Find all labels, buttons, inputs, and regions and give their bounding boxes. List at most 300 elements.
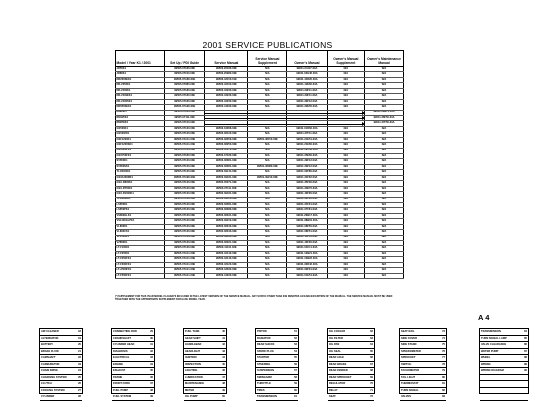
table-cell: 99505-07080-03E <box>164 83 204 88</box>
index-entry-page: 46 <box>222 369 225 372</box>
table-cell: 99501-36150-03E <box>248 137 287 142</box>
table-cell: N/A <box>327 241 364 246</box>
arrow-line <box>328 118 364 119</box>
table-cell: TL1000SK1 <box>116 170 165 175</box>
index-entry-page: 81 <box>442 382 445 385</box>
table-cell: 99500-42140-03E <box>205 257 248 262</box>
table-cell <box>248 121 287 126</box>
table-cell: 99500-36080-03E <box>205 208 248 213</box>
table-cell: 99011-21E60-03A <box>287 143 327 148</box>
table-cell: 99505-07A11-03E <box>164 137 204 142</box>
table-cell: GSX750FK1 <box>116 154 165 159</box>
table-cell: 99500-37180-03E <box>205 154 248 159</box>
index-entry-page: 71 <box>370 388 373 392</box>
table-cell: GSX600FK1 <box>116 148 165 153</box>
arrow-line <box>287 113 326 114</box>
index-entry-page: 18 <box>78 330 81 333</box>
table-cell: N/A <box>365 208 404 213</box>
table-cell: GSX-R1000K1 <box>116 192 165 197</box>
index-entry-page: 60 <box>294 388 297 392</box>
table-cell: 99011-29F11-03A <box>287 88 327 93</box>
table-cell: 99011-29F12-03A <box>287 159 327 164</box>
index-entry <box>184 394 226 401</box>
table-cell: N/A <box>248 72 287 77</box>
table-cell: N/A <box>327 164 364 169</box>
index-entry-page: 84 <box>524 330 527 333</box>
index-entry-page: 78 <box>442 362 445 366</box>
index-entry-label: REAR FENDER <box>329 369 348 372</box>
index-entry-page: 80 <box>442 375 445 379</box>
table-cell: 99011-35E60-03A <box>287 154 327 159</box>
arrow-line <box>248 124 286 125</box>
index-column <box>183 328 227 398</box>
index-entry-page: 85 <box>524 336 527 340</box>
table-cell: DR-Z400K1 <box>116 88 165 93</box>
table-cell: N/A <box>365 268 404 273</box>
table-cell: N/A <box>248 246 287 251</box>
index-entry-label: TIRES <box>257 388 265 392</box>
index-entry-label: MAINTENANCE <box>185 382 205 385</box>
index-entry-page: 48 <box>222 382 225 385</box>
table-cell: 99500-42120-03E <box>205 262 248 267</box>
table-cell: N/A <box>248 273 287 278</box>
table-cell: N/A <box>365 88 404 93</box>
table-cell: N/A <box>365 67 404 72</box>
index-entry-label: CAMSHAFT <box>41 356 56 359</box>
table-cell: 99505-07130-03E <box>164 230 204 235</box>
table-cell: 99500-42230-03E <box>205 94 248 99</box>
index-entry-label: THERMOSTAT <box>401 382 419 385</box>
index-entry-label: EXHAUST <box>113 369 126 372</box>
index-entry-label: WIRING DIAGRAM <box>481 369 504 372</box>
table-cell: GS500K1 <box>116 126 165 131</box>
table-cell: N/A <box>327 83 364 88</box>
index-entry-label: STARTER <box>257 356 270 359</box>
index-entry-label: REGULATOR <box>329 382 346 385</box>
table-cell: 99500-42230-03E <box>205 88 248 93</box>
table-cell: N/A <box>327 219 364 224</box>
index-entry-page: 76 <box>442 349 445 353</box>
table-cell: 99500-36081-03E <box>205 159 248 164</box>
col-header-maintenance-manual: Owner's Maintenance Manual <box>365 51 404 67</box>
index-entry-label: TRANSMISSION <box>257 395 277 398</box>
index-entry <box>256 394 298 401</box>
arrow-line <box>287 124 326 125</box>
index-entry-label: IGNITION <box>185 356 197 359</box>
table-cell: 99500-36040-03E <box>205 230 248 235</box>
table-cell: DR650SEK1 <box>116 105 165 110</box>
index-entry-label: CYLINDER <box>41 395 55 398</box>
table-cell: 99011-02H46-03A <box>287 72 327 77</box>
table-cell: N/A <box>248 67 287 72</box>
table-cell: N/A <box>327 137 364 142</box>
table-cell: N/A <box>327 67 364 72</box>
index-entry-page: 22 <box>78 356 81 359</box>
table-cell: N/A <box>327 88 364 93</box>
table-cell: 99011-09F01-03A <box>287 268 327 273</box>
table-cell: 99500-39120-03E <box>205 197 248 202</box>
table-cell: N/A <box>248 159 287 164</box>
index-entry-page: 29 <box>150 330 153 333</box>
table-cell: 99505-07A11-03E <box>164 268 204 273</box>
index-entry-label: RADIATOR <box>257 336 271 340</box>
table-cell: N/A <box>248 132 287 137</box>
table-cell: 99500-43032-03E <box>205 268 248 273</box>
table-cell: N/A <box>327 72 364 77</box>
index-entry-page: 88 <box>524 356 527 359</box>
table-cell: 99505-07130-03E <box>164 213 204 218</box>
table-cell: N/A <box>365 170 404 175</box>
table-cell: N/A <box>248 268 287 273</box>
col-header-service-supplement: Service Manual Supplement <box>248 51 287 67</box>
table-cell: 99500-36021-03E <box>205 241 248 246</box>
table-cell: 99011-01E51-03A <box>287 273 327 278</box>
table-cell: 99500-39152-03E <box>205 219 248 224</box>
table-cell: 99011-32E50-03A <box>287 105 327 110</box>
table-cell: N/A <box>327 99 364 104</box>
table-cell: N/A <box>327 246 364 251</box>
table-cell: N/A <box>327 208 364 213</box>
index-entry-label: TURN SIGNAL LAMP <box>481 336 507 340</box>
table-cell: N/A <box>365 251 404 256</box>
table-cell: 99011-01D62-03A <box>287 126 327 131</box>
table-cell: TL1000RK1 <box>116 197 165 202</box>
table-cell: N/A <box>365 175 404 180</box>
table-cell: N/A <box>365 219 404 224</box>
index-entry-label: STEERING <box>257 362 271 366</box>
table-cell: N/A <box>365 230 404 235</box>
table-cell: N/A <box>248 208 287 213</box>
index-entry-label: CONNECTING ROD <box>113 330 137 333</box>
index-entry-label: ELECTRICAL <box>113 356 130 359</box>
index-entry-page: 33 <box>150 356 153 359</box>
table-cell: 99011-02B70-03A <box>365 110 404 115</box>
table-cell: N/A <box>327 230 364 235</box>
table-cell: 99500-36250-03E <box>205 143 248 148</box>
index-entry-label: LIGHTING <box>185 369 198 372</box>
table-cell: N/A <box>365 99 404 104</box>
index-entry-page: 24 <box>78 369 81 372</box>
table-cell: N/A <box>327 77 364 82</box>
index-entry <box>480 394 528 401</box>
table-cell: VL1500K1 <box>116 235 165 240</box>
index-entry-page: 38 <box>150 388 153 392</box>
index-entry-label: INSPECTION <box>185 362 201 366</box>
arrow-line <box>205 113 247 114</box>
index-entry-label: ALTERNATOR <box>41 336 59 340</box>
table-cell: 99501-36080-03E <box>248 164 287 169</box>
table-cell: N/A <box>248 181 287 186</box>
index-entry-page: 39 <box>150 395 153 398</box>
index-entry-label: REAR SPROCKET <box>329 375 352 379</box>
table-cell: N/A <box>248 202 287 207</box>
table-cell: 99011-10F53-03A <box>287 235 327 240</box>
table-cell: N/A <box>365 213 404 218</box>
table-cell: 99011-02F60-03A <box>287 197 327 202</box>
table-cell: N/A <box>248 219 287 224</box>
table-cell: 99505-07180-03E <box>164 99 204 104</box>
table-cell: GS500FK1 <box>116 132 165 137</box>
arrow-line <box>328 113 364 114</box>
table-cell: N/A <box>248 186 287 191</box>
index-entry-label: SWINGARM <box>257 375 272 379</box>
index-entry-page: 56 <box>294 362 297 366</box>
index-entry-page: 47 <box>222 375 225 379</box>
index-entry-page: 45 <box>222 362 225 366</box>
table-cell: 99011-10B22-03A <box>287 257 327 262</box>
index-entry-page: 73 <box>442 330 445 333</box>
table-cell: N/A <box>327 126 364 131</box>
index-entry-label: SEAT RAIL <box>401 330 415 333</box>
index-entry-page: 86 <box>524 343 527 346</box>
publications-table <box>115 50 404 279</box>
table-cell: 99505-07130-03E <box>164 219 204 224</box>
table-cell <box>327 121 364 126</box>
index-entry-page: 28 <box>78 395 81 398</box>
index-entry-label: PISTON <box>257 330 267 333</box>
table-cell: RM125K1 <box>116 115 165 120</box>
col-header-service-manual: Service Manual <box>205 51 248 67</box>
index-entry <box>328 394 374 401</box>
table-cell: 99505-07180-03E <box>164 154 204 159</box>
index-column <box>111 328 155 398</box>
index-entry-label: OIL PUMP <box>185 395 198 398</box>
table-header-row <box>116 51 404 67</box>
table-cell: 99500-39144-03E <box>205 170 248 175</box>
index-entry <box>40 394 82 401</box>
table-cell: LT-A500FK1 <box>116 268 165 273</box>
table-cell: JR80K1 <box>116 72 165 77</box>
index-entry-page: 87 <box>524 349 527 353</box>
table-cell: N/A <box>248 257 287 262</box>
table-cell: 99505-07111-03E <box>164 115 204 120</box>
index-entry-page: 25 <box>78 375 81 379</box>
table-cell: N/A <box>365 94 404 99</box>
index-entry-page: 74 <box>442 336 445 340</box>
table-cell: 99505-07A11-03E <box>164 273 204 278</box>
table-cell: 99505-07A60-03E <box>164 77 204 82</box>
table-cell: 99505-07130-03E <box>164 186 204 191</box>
table-cell: N/A <box>365 154 404 159</box>
table-cell: N/A <box>248 88 287 93</box>
index-entry-label: CYLINDER HEAD <box>113 343 135 346</box>
table-cell: DR-Z250K1 <box>116 83 165 88</box>
table-cell: 99011-33E70-03A <box>287 186 327 191</box>
index-entry-label: FUEL TANK <box>185 330 200 333</box>
table-cell: N/A <box>248 235 287 240</box>
index-entry-page: 75 <box>442 343 445 346</box>
table-cell: GSX1300RK1 <box>116 175 165 180</box>
table-cell: LT-F300FK1 <box>116 262 165 267</box>
table-cell: RM250K1 <box>116 121 165 126</box>
table-cell: N/A <box>365 148 404 153</box>
table-body <box>116 67 404 279</box>
index-entry-page: 31 <box>150 343 153 346</box>
index-entry-label: THROTTLE <box>257 382 271 385</box>
table-cell: 99505-07130-03E <box>164 132 204 137</box>
table-cell: N/A <box>248 241 287 246</box>
index-entry-page: 53 <box>294 343 297 346</box>
table-cell: 99011-04417-03A <box>287 67 327 72</box>
index-entry-page: 70 <box>370 382 373 385</box>
table-cell: 99505-07130-03E <box>164 202 204 207</box>
footnote: (*) SUPPLEMENT FOR THIS YEAR MODEL IS ALWAYS INCLUDED IN THE LATEST VERSION OF THE SERVICE MANUAL. ANY SUFFIX OTHER THAN 03E DENOTES AN EARLIER EDITION OF THE MANUAL. THE SERVICE MANUAL MUST BE USED TOGETHER WITH THE APPROPRIATE SUPPLEMENT FOR EACH MODEL YEAR. <box>115 295 393 302</box>
table-cell: N/A <box>365 143 404 148</box>
page-title: 2001 SERVICE PUBLICATIONS <box>202 40 333 50</box>
index-entry-label: WHEEL <box>481 356 491 359</box>
table-cell: N/A <box>327 105 364 110</box>
table-cell: N/A <box>365 137 404 142</box>
table-cell: N/A <box>248 148 287 153</box>
index-entry-page: 20 <box>78 343 81 346</box>
index-column <box>399 328 447 398</box>
index-entry-label: VALVE CLEARANCE <box>481 343 507 346</box>
index-entry-label: DIAGNOSIS <box>113 349 128 353</box>
arrow-line <box>205 124 247 125</box>
table-cell: 99500-42230-03E <box>205 99 248 104</box>
table-cell: 99505-07130-03E <box>164 126 204 131</box>
table-cell: LT-F500FK1 <box>116 273 165 278</box>
table-cell: 99011-40F30-03A <box>287 241 327 246</box>
index-entry-label: TURN SIGNAL <box>401 388 419 392</box>
table-cell: 99505-07A11-03E <box>164 251 204 256</box>
table-cell: 99505-07130-03E <box>164 164 204 169</box>
table-cell: N/A <box>248 99 287 104</box>
table-cell: 99500-42150-01E <box>205 77 248 82</box>
index-entry-label: FUEL PUMP <box>113 388 128 392</box>
table-cell: SV650SK1 <box>116 164 165 169</box>
table-cell: 99011-21E51-03A <box>287 137 327 142</box>
index-entry-label: SPEEDOMETER <box>401 349 421 353</box>
table-cell: N/A <box>327 257 364 262</box>
arrow-line <box>328 124 364 125</box>
table-cell: N/A <box>365 164 404 169</box>
index-entry-label: SUSPENSION <box>257 369 275 372</box>
table-cell: N/A <box>365 159 404 164</box>
index-entry-label: REAR SHOCK <box>257 343 275 346</box>
index-entry-page: 50 <box>222 395 225 398</box>
index-entry-label: AIR CLEANER <box>41 330 59 333</box>
table-cell: LS650PK1 <box>116 208 165 213</box>
table-cell: N/A <box>365 262 404 267</box>
table-cell: 99500-42140-03E <box>205 251 248 256</box>
table-cell: N/A <box>327 235 364 240</box>
index-entry-page: 63 <box>370 336 373 340</box>
index-entry-label: TACHOMETER <box>401 369 420 372</box>
table-cell: 99011-08F50-03A <box>287 224 327 229</box>
index-entry-label: OIL COOLER <box>329 330 346 333</box>
index-entry-label: OIL PAN <box>329 343 340 346</box>
table-cell: 99500-20180-03E <box>205 67 248 72</box>
table-cell: N/A <box>248 143 287 148</box>
table-cell: N/A <box>248 126 287 131</box>
arrow-line <box>248 118 286 119</box>
index-entry-label: FUEL SYSTEM <box>113 395 132 398</box>
index-entry-page: 32 <box>150 349 153 353</box>
index-entry-label: GEAR SHIFT <box>185 336 201 340</box>
table-cell: N/A <box>365 246 404 251</box>
table-cell: 99011-37F11-03A <box>287 132 327 137</box>
table-cell: GSF1200K1 <box>116 137 165 142</box>
table-cell: 99505-07A11-03E <box>164 143 204 148</box>
table-cell: 99500-42160-03E <box>205 83 248 88</box>
index-entry-label: CARBURETOR <box>41 362 60 366</box>
table-cell <box>287 121 327 126</box>
index-entry-page: 26 <box>78 382 81 385</box>
index-entry-page: 79 <box>442 369 445 372</box>
index-entry-page: 42 <box>222 343 225 346</box>
index-entry-label: SPROCKET <box>401 356 416 359</box>
table-cell: 99011-37F50-03A <box>365 121 404 126</box>
index-entry-page: 49 <box>222 388 225 392</box>
table-cell: N/A <box>248 170 287 175</box>
index-entry-page: 68 <box>370 369 373 372</box>
index-entry-label: SWITCH <box>401 362 412 366</box>
table-cell: 99501-39210-03E <box>248 175 287 180</box>
table-cell: N/A <box>327 181 364 186</box>
index-entry-label: WATER PUMP <box>481 349 499 353</box>
table-cell: N/A <box>327 154 364 159</box>
table-cell: 99011-29F12-03A <box>287 164 327 169</box>
col-header-owners-supplement: Owner's Manual Supplement <box>327 51 364 67</box>
index-entry-page: 44 <box>222 356 225 359</box>
index-entry-page: 57 <box>294 369 297 372</box>
table-cell: N/A <box>248 83 287 88</box>
col-header-setup-guide: Set Up / PDI Guide <box>164 51 204 67</box>
table-cell: N/A <box>248 224 287 229</box>
table-cell: N/A <box>327 132 364 137</box>
table-cell: VS1400GLPK1 <box>116 219 165 224</box>
table-cell: DR200SEK1 <box>116 77 165 82</box>
table-cell: N/A <box>365 235 404 240</box>
index-entry-page: 35 <box>150 369 153 372</box>
table-cell: 99505-07130-03E <box>164 197 204 202</box>
index-entry-page: 21 <box>78 349 81 353</box>
index-entry-page: 72 <box>370 395 373 398</box>
index-entry-label: SIDE COVER <box>401 336 417 340</box>
table-cell: N/A <box>248 197 287 202</box>
index-column <box>39 328 83 398</box>
index-entry-label: OIL FILTER <box>329 336 343 340</box>
table-cell: N/A <box>327 94 364 99</box>
table-cell: N/A <box>365 273 404 278</box>
table-cell: N/A <box>327 148 364 153</box>
table-cell: 99505-07100-03E <box>164 72 204 77</box>
index-entry-label: CRANKSHAFT <box>113 336 132 340</box>
index-column <box>327 328 375 398</box>
index-entry-page: 23 <box>78 362 81 366</box>
index-entry-page: 83 <box>442 395 445 398</box>
index-entry-label: RELAY <box>329 388 338 392</box>
table-cell: N/A <box>327 143 364 148</box>
table-cell: 99505-07130-03E <box>164 246 204 251</box>
index-entry-page: 43 <box>222 349 225 353</box>
index-entry-page: 62 <box>370 330 373 333</box>
index-entry-label: CHARGING SYSTEM <box>41 375 67 379</box>
index-entry-page: 34 <box>150 362 153 366</box>
table-cell: 99500-34068-03E <box>205 126 248 131</box>
table-cell: 99500-35071-03E <box>205 181 248 186</box>
table-cell: 99011-03C11-03A <box>287 246 327 251</box>
table-cell: N/A <box>365 197 404 202</box>
table-cell: N/A <box>365 202 404 207</box>
table-cell: N/A <box>365 186 404 191</box>
index-entry-page: 51 <box>294 330 297 333</box>
table-cell: N/A <box>365 105 404 110</box>
col-header-model: Model / Year K1 / 2001 <box>116 51 165 67</box>
index-column <box>479 328 529 394</box>
table-cell: N/A <box>248 251 287 256</box>
